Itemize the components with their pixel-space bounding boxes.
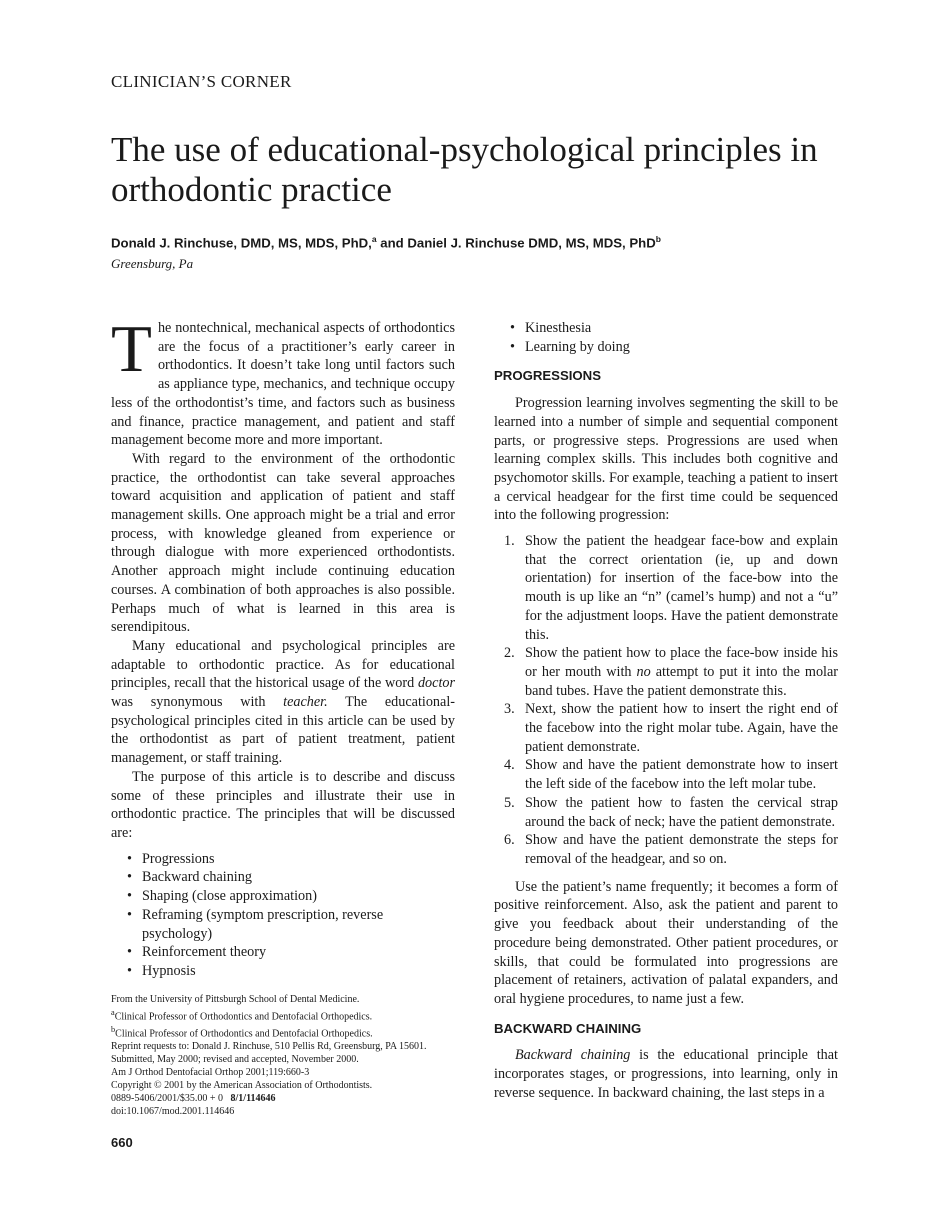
right-column: [494, 319, 838, 1102]
step-number: 2.: [504, 645, 515, 662]
step-item: [504, 532, 838, 644]
footnote-b-mark: b: [111, 1025, 116, 1035]
step-number: 1.: [504, 533, 515, 550]
environment-paragraph: With regard to the environment of the orthodontic practice, the orthodontist can take several approaches toward acquisition and application of patient and staff management skills. One approach might be a trial and error process, with knowledge gleaned from experience or through dialogue with more experienced orthodontists. Another approach might include continuing education courses. A combination of both approaches is also possible. Perhaps much of what is learned in this area is serendipitous.: [111, 450, 455, 636]
progression-steps: [494, 532, 838, 869]
left-column: [111, 312, 455, 988]
footnote-citation: Am J Orthod Dentofacial Orthop 2001;119:660-3: [111, 1067, 310, 1079]
step-text-a: Show the patient how to place the face-bow inside his or her mouth with: [525, 645, 838, 680]
list-item: • Backward chaining: [127, 868, 455, 887]
list-item: • Reframing (symptom prescription, reverse psychology): [127, 906, 455, 943]
step-text: Show the patient how to fasten the cervical strap around the back of neck; have the patient demonstrate.: [525, 794, 838, 830]
step-item: [504, 794, 838, 831]
footnote-submitted: Submitted, May 2000; revised and accepted, November 2000.: [111, 1054, 359, 1066]
principles-paragraph: [111, 637, 455, 768]
drop-cap: T: [111, 312, 152, 386]
backward-chaining-text: is the educational principle that incorporates stages, or progressions, into learning, only in reverse sequence. In backward chaining, the last steps in a: [494, 1047, 838, 1101]
footnote-issn: [111, 1093, 471, 1106]
list-item: • Kinesthesia: [510, 319, 838, 338]
progressions-paragraph-2: Use the patient’s name frequently; it becomes a form of positive reinforcement. Also, ask the patient and parent to give you feedback about their understanding of the procedure being demonstrated. Other patient procedures, or skills, that could be formulated into progressions are placement of retainers, activation of palatal expanders, and oral hygiene procedures, to name just a few.: [494, 878, 838, 1007]
step-number: 5.: [504, 794, 515, 811]
step-number: 6.: [504, 832, 515, 849]
issn-code: 8/1/114646: [230, 1093, 276, 1104]
heading-backward-chaining: BACKWARD CHAINING: [494, 1020, 642, 1036]
emphasis-doctor: doctor: [417, 675, 455, 692]
article-title: The use of educational-psychological principles in orthodontic practice: [111, 130, 818, 209]
step-number: 3.: [504, 701, 515, 718]
backward-chaining-paragraph: [494, 1046, 838, 1102]
footnote-from: From the University of Pittsburgh School of Dental Medicine.: [111, 994, 360, 1005]
issn-text: 0889-5406/2001/$35.00 + 0: [111, 1093, 224, 1104]
emphasis-no: no: [636, 663, 651, 680]
footnote-copyright: Copyright © 2001 by the American Association of Orthodontists.: [111, 1080, 373, 1092]
progressions-paragraph: Progression learning involves segmenting the skill to be learned into a number of simple and sequential component parts, or progressive steps. Progressions are used when learning complex skills. This includes both cognitive and psychomotor skills. For example, teaching a patient to insert a cervical headgear for the first time could be sequenced into the following progression:: [494, 395, 838, 524]
step-text: Next, show the patient how to insert the right end of the facebow into the right molar tube. Again, have the patient demonstrate.: [525, 701, 838, 755]
footnote-reprint: Reprint requests to: Donald J. Rinchuse, 510 Pellis Rd, Greensburg, PA 15601.: [111, 1041, 427, 1053]
footnote-a-mark: a: [111, 1007, 115, 1017]
list-item: • Learning by doing: [510, 338, 838, 357]
affiliation-location: Greensburg, Pa: [111, 256, 194, 271]
footnotes: [111, 994, 471, 1119]
emphasis-backward-chaining: Backward chaining: [515, 1047, 631, 1064]
principles-list-continued: [494, 319, 838, 356]
page-number: 660: [111, 1135, 133, 1150]
footnote-a: [111, 1007, 471, 1024]
footnote-b-text: Clinical Professor of Orthodontics and Dentofacial Orthopedics.: [115, 1028, 373, 1040]
step-item: [504, 756, 838, 793]
author-1-affiliation-mark: a: [371, 234, 377, 244]
step-item: [504, 831, 838, 868]
list-item: • Reinforcement theory: [127, 943, 455, 962]
step-item: [504, 644, 838, 700]
list-item: • Progressions: [127, 850, 455, 869]
list-item: • Hypnosis: [127, 962, 455, 981]
author-1: Donald J. Rinchuse, DMD, MS, MDS, PhD,: [111, 235, 372, 251]
step-number: 4.: [504, 757, 515, 774]
author-line: [111, 234, 661, 250]
footnote-a-text: Clinical Professor of Orthodontics and Dentofacial Orthopedics.: [114, 1011, 373, 1023]
principles-text-a: Many educational and psychological principles are adaptable to orthodontic practice. As for educational principles, recall that the historical usage of the word: [111, 637, 455, 692]
principles-list: [111, 850, 455, 981]
step-text: Show the patient the headgear face-bow and explain that the correct orientation (ie, up and down orientation) for insertion of the face-bow into the mouth is up like an “n” (camel’s hump) and not a “u” for the adjustment loops. Have the patient demonstrate this.: [525, 533, 838, 643]
footnote-doi: doi:10.1067/mod.2001.114646: [111, 1105, 235, 1117]
section-label: CLINICIAN’S CORNER: [111, 72, 292, 91]
purpose-paragraph: The purpose of this article is to describe and discuss some of these principles and illustrate their use in orthodontic practice. The principles that will be discussed are:: [111, 768, 455, 841]
intro-paragraph-text: he nontechnical, mechanical aspects of orthodontics are the focus of a practitioner’s early career in orthodontics. It doesn’t take long until factors such as appliance type, mechanics, and technique occupy less of the orthodontist’s time, and factors such as business and finance, practice management, and patient and staff management become more and more important.: [111, 320, 455, 449]
heading-progressions: PROGRESSIONS: [494, 368, 601, 384]
step-text-b: attempt to put it into the molar band tubes. Have the patient demonstrate this.: [525, 663, 839, 699]
step-item: [504, 700, 838, 756]
principles-text-b: was synonymous with: [111, 694, 284, 711]
author-joiner: and Daniel J. Rinchuse DMD, MS, MDS, PhD: [376, 235, 656, 251]
intro-paragraph: [111, 312, 455, 450]
step-text: Show and have the patient demonstrate the steps for removal of the headgear, and so on.: [525, 832, 838, 867]
emphasis-teacher: teacher.: [283, 694, 328, 711]
list-item: • Shaping (close approximation): [127, 887, 455, 906]
principles-text-c: The educational-psychological principles cited in this article can be used by the orthodontist as part of patient treatment, patient management, or staff training.: [111, 694, 455, 767]
footnote-b: [111, 1024, 471, 1041]
author-2-affiliation-mark: b: [655, 234, 661, 244]
step-text: Show and have the patient demonstrate how to insert the left side of the facebow into the left molar tube.: [525, 757, 838, 793]
